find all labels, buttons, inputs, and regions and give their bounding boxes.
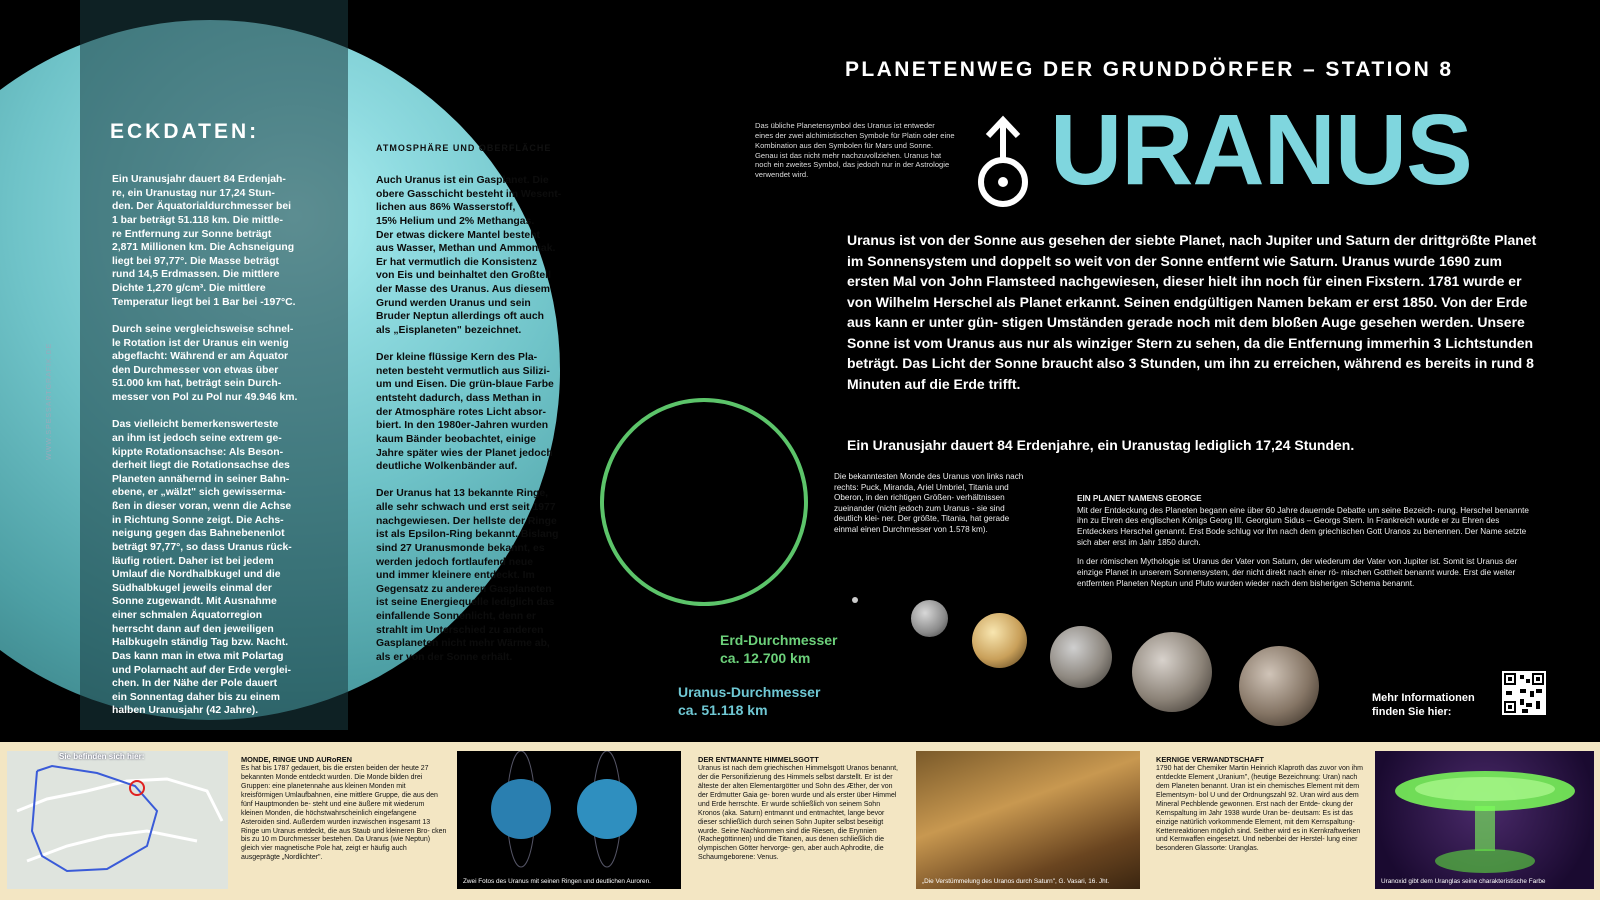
- eckdaten-text: Ein Uranusjahr dauert 84 Erdenjah- re, ein Uranustag nur 17,24 Stun- den. Der Äquatorialdurchmesser bei 1 bar beträgt 51.118 km. Die mittle- re Entfernung zur Sonne beträgt 2,871 Millionen km. Die Achsneigung liegt bei 97,77°. Die Masse beträgt rund 14,5 Erdmassen. Die mittlere Dichte 1,270 g/cm³. Die mittlere Temperatur liegt bei 1 Bar bei -197°C. Durch seine vergleichsweise schnel- le Rotation ist der Uranus ein wenig abgeflacht: Während er am Äquator den Durchmesser von etwas über 51.000 km hat, beträgt sein Durch- messer von Pol zu Pol nur 49.946 km. Das vielleicht bemerkenswerteste an ihm ist jedoch seine extrem ge- kippte Rotationsachse: Als Beson- derheit liegt die Rotationsachse des Planeten annähernd in seiner Bahn- ebene, er „wälzt" sich gewisserma- ßen in dieser voran, wenn die Achse in Richtung Sonne zeigt. Die Achs- neigung gegen das Bahnebenenlot beträgt 97,77°, so dass Uranus rück- läufig rotiert. Daher ist bei jedem Umlauf die Nordhalbkugel und die Südhalbkugel jeweils einmal der Sonne zugewandt. Mit Ausnahme einer schmalen Äquatorregion herrscht dann auf den jeweiligen Halbkugeln ständig Tag bzw. Nacht. Das kann man in etwa mit Polartag und Polarnacht auf der Erde verglei- chen. In der Nähe der Pole dauert ein Sonnentag daher bis zu einem halben Uranusjahr (42 Jahre).: [112, 174, 298, 717]
- gott-section: [698, 755, 904, 863]
- earth-label-title: Erd-Durchmesser: [720, 632, 838, 648]
- kern-text: 1790 hat der Chemiker Martin Heinrich Klaproth das zuvor von ihm entdeckte Element „Uranium", (heutige Bezeichnung: Uran) nach dem Planeten benannt. Uran ist ein chemisches Element mit dem Elementsym- bol U und der Ordnungszahl 92. Uran wird aus dem Mineral Pechblende gewonnen. Erst nach der Entde- ckung der Kernspaltung im Jahr 1938 wurde Uran be- deutsam: Es ist das einzige natürlich vorkommende Element, mit dem Kernspaltung-Kettenreaktionen möglich sind. Seither wird es in Kernkraftwerken und Kernwaffen eingesetzt. Und nebenbei der Herstel- lung einer besonderen Glassorte: Uranglas.: [1156, 765, 1363, 853]
- gott-text: Uranus ist nach dem griechischen Himmelsgott Uranos benannt, der die Personifizierung des Himmels selbst darstellt. Er ist der älteste der alten Elementargötter und Sohn des Æther, der von der Erdmutter Gaia ge- boren wurde und als erster über Himmel und Erde herrschte. Er wurde schließlich von seinem Sohn Kronos (aka. Saturn) entmannt und entmachtet, lange bevor dieser schließlich durch seinen Sohn Jupiter selbst beseitigt wurde. Seine Nachkommen sind die Riesen, die Erynnien (Rachegöttinnen) und die Titanen, aus denen schließlich die olympischen Götter hervorge- gen, aber auch Aphrodite, die Schaumgeborene: Venus.: [698, 765, 898, 862]
- gott-title: DER ENTMANNTE HIMMELSGOTT: [698, 755, 819, 764]
- moon-ariel: [972, 613, 1027, 668]
- location-map: [7, 751, 228, 889]
- atmosphaere-title: ATMOSPHÄRE UND OBERFLÄCHE: [376, 143, 552, 153]
- moons-text: Die bekanntesten Monde des Uranus von links nach rechts: Puck, Miranda, Ariel Umbriel, Titania und Oberon, in den richtigen Größen- verhältnissen zueinander (nicht jedoch zum Uranus - sie sind deutlich klei- ner. Der größte, Titania, hat gerade einmal einen Durchmesser von 1.578 km).: [834, 472, 1024, 534]
- more-info: [1372, 691, 1475, 720]
- more-info-line-1: Mehr Informationen: [1372, 692, 1475, 704]
- earth-label-value: ca. 12.700 km: [720, 650, 811, 667]
- moon-umbriel: [1050, 626, 1112, 688]
- george-paragraph-2: In der römischen Mythologie ist Uranus der Vater von Saturn, der wiederum der Vater von Jupiter ist. Somit ist Uranus der einzige Planet in unserem Sonnensystem, der nicht direkt nach einer rö- mischen Gottheit benannt wurde. Erst die weiter entfernten Planeten Neptun und Pluto wurden wieder nach dem bisherigen Schema benannt.: [1077, 557, 1518, 588]
- earth-diameter-label: [720, 631, 838, 667]
- intro-text: Uranus ist von der Sonne aus gesehen der siebte Planet, nach Jupiter und Saturn der drittgrößte Planet im Sonnensystem und doppelt so weit von der Sonne entfernt wie Saturn. Uranus wurde 1690 zum ersten Mal von John Flamsteed nachgewiesen, dieser hielt ihn noch für einen Fixstern. 1781 wurde er von Wilhelm Herschel als Planet erkannt. Seinen endgültigen Namen bekam er erst 1850. Von der Erde aus kann er unter gün- stigen Umständen gerade noch mit dem bloßen Auge gesehen werden. Unsere Sonne ist vom Uranus aus nur als winziger Stern zu sehen, da die Entfernung immerhin 3 Lichtstunden beträgt. Das Licht der Sonne braucht also 3 Stunden, um ihn zu erreichen, während es bereits in rund 8 Minuten auf die Erde trifft.: [847, 232, 1537, 393]
- monde-text: Es hat bis 1787 gedauert, bis die ersten beiden der heute 27 bekannten Monde entdeckt wurden. Die Monde bilden drei Gruppen: eine planetennahe aus kleinen Monden mit kreisförmigen Umlaufbahnen, eine mittlere Gruppe, die aus den fünf Hauptmonden be- steht und eine äußere mit wiederum kleinen Monden, die höchstwahrscheinlich eingefangene Asteroiden sind. Außerdem wurden inzwischen insgesamt 13 Ringe um Uranus entdeckt, die aus Staub und kleineren Bro- cken bis zu 10 m Durchmesser bestehen. Da Uranus (wie Neptun) gleich vier magnetische Pole hat, zeigt er häufig auch ausgeprägte „Nordlichter".: [241, 765, 447, 862]
- george-title: EIN PLANET NAMENS GEORGE: [1077, 494, 1202, 503]
- uranus-symbol-icon: [968, 110, 1038, 210]
- earth-size-circle: [600, 398, 808, 606]
- uranus-label-value: ca. 51.118 km: [678, 702, 768, 719]
- map-graphic: [7, 751, 228, 889]
- map-label: Sie befinden sich hier:: [59, 752, 145, 761]
- uranus-diameter-label: [678, 683, 820, 719]
- eckdaten-title: ECKDATEN:: [110, 120, 260, 143]
- uranium-glass-photo: [1375, 751, 1594, 889]
- moon-titania: [1132, 632, 1212, 712]
- atmosphaere-text: Auch Uranus ist ein Gasplanet. Die obere Gasschicht besteht im Wesent- lichen aus 86% Wasserstoff, 15% Helium und 2% Methangas. Der etwas dickere Mantel besteht aus Wasser, Methan und Ammoniak. Er hat vermutlich die Konsistenz von Eis und beinhaltet den Großteil der Masse des Uranus. Aus diesem Grund werden Uranus und sein Bruder Neptun allerdings oft auch als „Eisplaneten" bezeichnet. Der kleine flüssige Kern des Pla- neten besteht vermutlich aus Silizi- um und Eisen. Die grün-blaue Farbe entsteht dadurch, dass Methan in der Atmosphäre rotes Licht absor- biert. In den 1980er-Jahren wurden kaum Bänder beobachtet, einige Jahre später wies der Planet jedoch deutliche Wolkenbänder auf. Der Uranus hat 13 bekannte Ringe, alle sehr schwach und erst seit 1977 nachgewiesen. Der hellste der Ringe ist als Epsilon-Ring bekannt. Bislang sind 27 Uranusmonde bekannt, es werden jedoch fortlaufend neue und immer kleinere entdeckt. Im Gegensatz zu anderen Gasplaneten ist seine Energiequelle lediglich das einfallende Sonnenlicht, denn er strahlt im Unterschied zu anderen Gasplaneten nicht mehr Wärme ab, als er von der Sonne erhält.: [376, 175, 562, 663]
- more-info-line-2: finden Sie hier:: [1372, 706, 1452, 719]
- year-text: Ein Uranusjahr dauert 84 Erdenjahre, ein Uranustag lediglich 17,24 Stunden.: [847, 437, 1355, 453]
- photo-caption: Zwei Fotos des Uranus mit seinen Ringen und deutlichen Auroren.: [463, 878, 651, 885]
- main-title: URANUS: [1050, 94, 1472, 206]
- moon-oberon: [1239, 646, 1319, 726]
- moon-puck: [852, 597, 858, 603]
- george-section: [1077, 494, 1535, 589]
- station-title: PLANETENWEG DER GRUNDDÖRFER – STATION 8: [845, 58, 1454, 81]
- painting-caption: „Die Verstümmelung des Uranos durch Saturn", G. Vasari, 16. Jht.: [922, 878, 1110, 885]
- glass-caption: Uranoxid gibt dem Uranglas seine charakteristische Farbe: [1381, 878, 1546, 885]
- uranium-glass-graphic: [1375, 751, 1594, 889]
- george-paragraph-1: Mit der Entdeckung des Planeten begann eine über 60 Jahre dauernde Debatte um seine Bezeich- nung. Herschel benannte ihn zu Ehren des englischen Königs Georg III. Georgium Sidus – Georgs Stern. In Frankreich wurde er zu Ehren des Entdeckers Herschel genannt. Erst Bode schlug vor ihn nach dem griechischen Gott Uranos zu benennen. Der Name setzte sich aber erst im Jahr 1850 durch.: [1077, 505, 1529, 547]
- credit-text: WWW.SPESSARTGRAFIK.DE: [46, 342, 53, 460]
- uranus-label-title: Uranus-Durchmesser: [678, 684, 821, 700]
- symbol-note: Das übliche Planetensymbol des Uranus ist entweder eines der zwei alchimistischen Symbole für Platin oder eine Kombination aus den Symbolen für Mars und Sonne. Genau ist das nicht mehr nachzuvollziehen. Uranus hat noch ein zweites Symbol, das jedoch nur in der Astrologie verwendet wird.: [755, 121, 955, 180]
- vasari-painting: [916, 751, 1140, 889]
- monde-section: [241, 755, 447, 863]
- kern-section: [1156, 755, 1366, 854]
- uranus-photos-graphic: [457, 751, 681, 889]
- kern-title: KERNIGE VERWANDTSCHAFT: [1156, 755, 1264, 764]
- monde-title: MONDE, RINGE UND AURoREN: [241, 755, 352, 764]
- moon-miranda: [911, 600, 948, 637]
- qr-code-icon[interactable]: [1502, 671, 1546, 715]
- uranus-photos: [457, 751, 681, 889]
